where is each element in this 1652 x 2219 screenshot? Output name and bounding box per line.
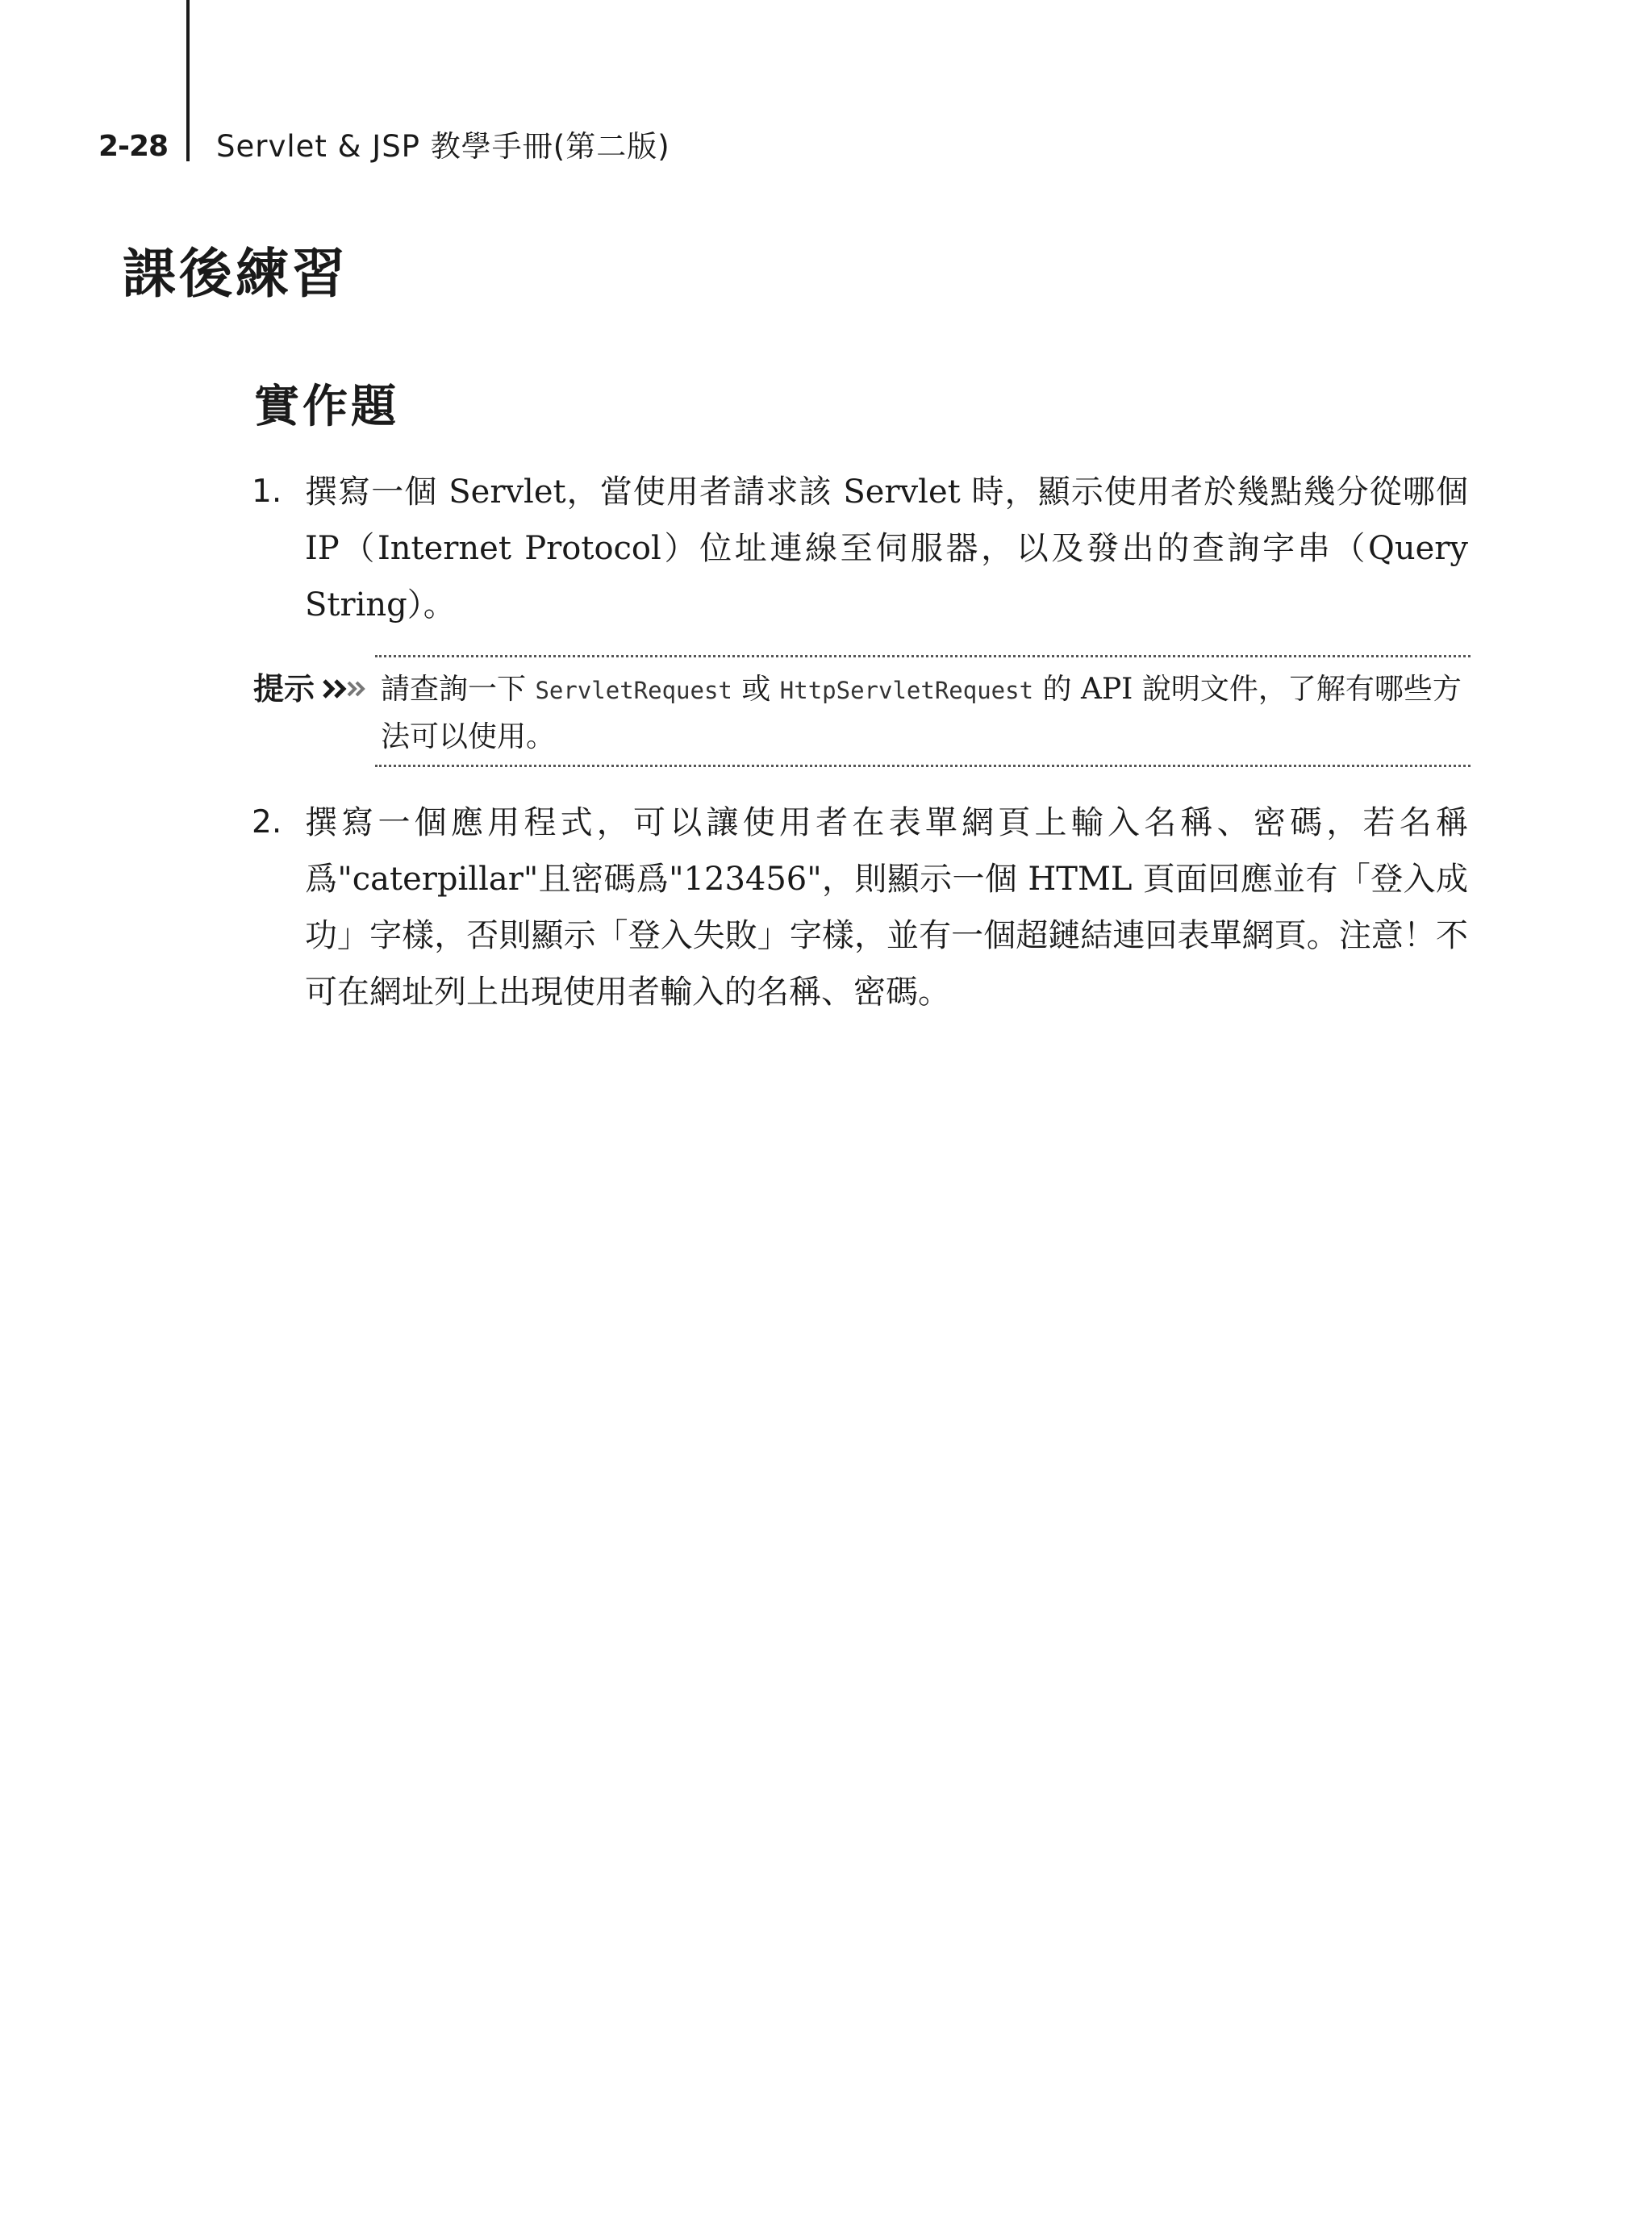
hint-bottom-divider: [375, 765, 1471, 767]
hint-text-middle: 或: [732, 673, 780, 706]
exercise-text: 撰寫一個 Servlet，當使用者請求該 Servlet 時，顯示使用者於幾點幾分從哪個 IP（Internet Protocol）位址連線至伺服器，以及發出的查詢字串（Query String）。: [305, 473, 1468, 624]
hint-text-before: 請查詢一下: [381, 673, 536, 706]
hint-label: [253, 666, 366, 711]
hint-text-after: 的 API 說明文件，了解有哪些方法可以使用。: [381, 673, 1462, 753]
hint-top-divider: [375, 655, 1471, 657]
exercise-item: [252, 795, 1468, 1020]
page-number: 2-28: [98, 130, 169, 163]
hint-code-servletrequest: ServletRequest: [535, 677, 732, 704]
hint-text: [381, 666, 1470, 761]
exercise-item: [252, 464, 1468, 633]
double-chevron-right-icon: [321, 678, 366, 700]
section-title: 課後練習: [123, 243, 348, 305]
hint-code-httpservletrequest: HttpServletRequest: [779, 677, 1034, 704]
hint-label-text: 提示: [253, 670, 315, 707]
header-vertical-rule: [186, 0, 190, 161]
running-title: Servlet & JSP 教學手冊(第二版): [216, 129, 670, 164]
exercise-number: 1.: [252, 473, 282, 510]
exercise-number: 2.: [252, 804, 282, 840]
exercise-text: 撰寫一個應用程式，可以讓使用者在表單網頁上輸入名稱、密碼，若名稱爲"caterpillar"且密碼爲"123456"，則顯示一個 HTML 頁面回應並有「登入成功」字樣，否則顯示「登入失敗」字樣，並有一個超鏈結連回表單網頁。注意！不可在網址列上出現使用者輸入的名稱、密碼。: [305, 804, 1468, 1011]
subsection-title: 實作題: [254, 381, 399, 433]
